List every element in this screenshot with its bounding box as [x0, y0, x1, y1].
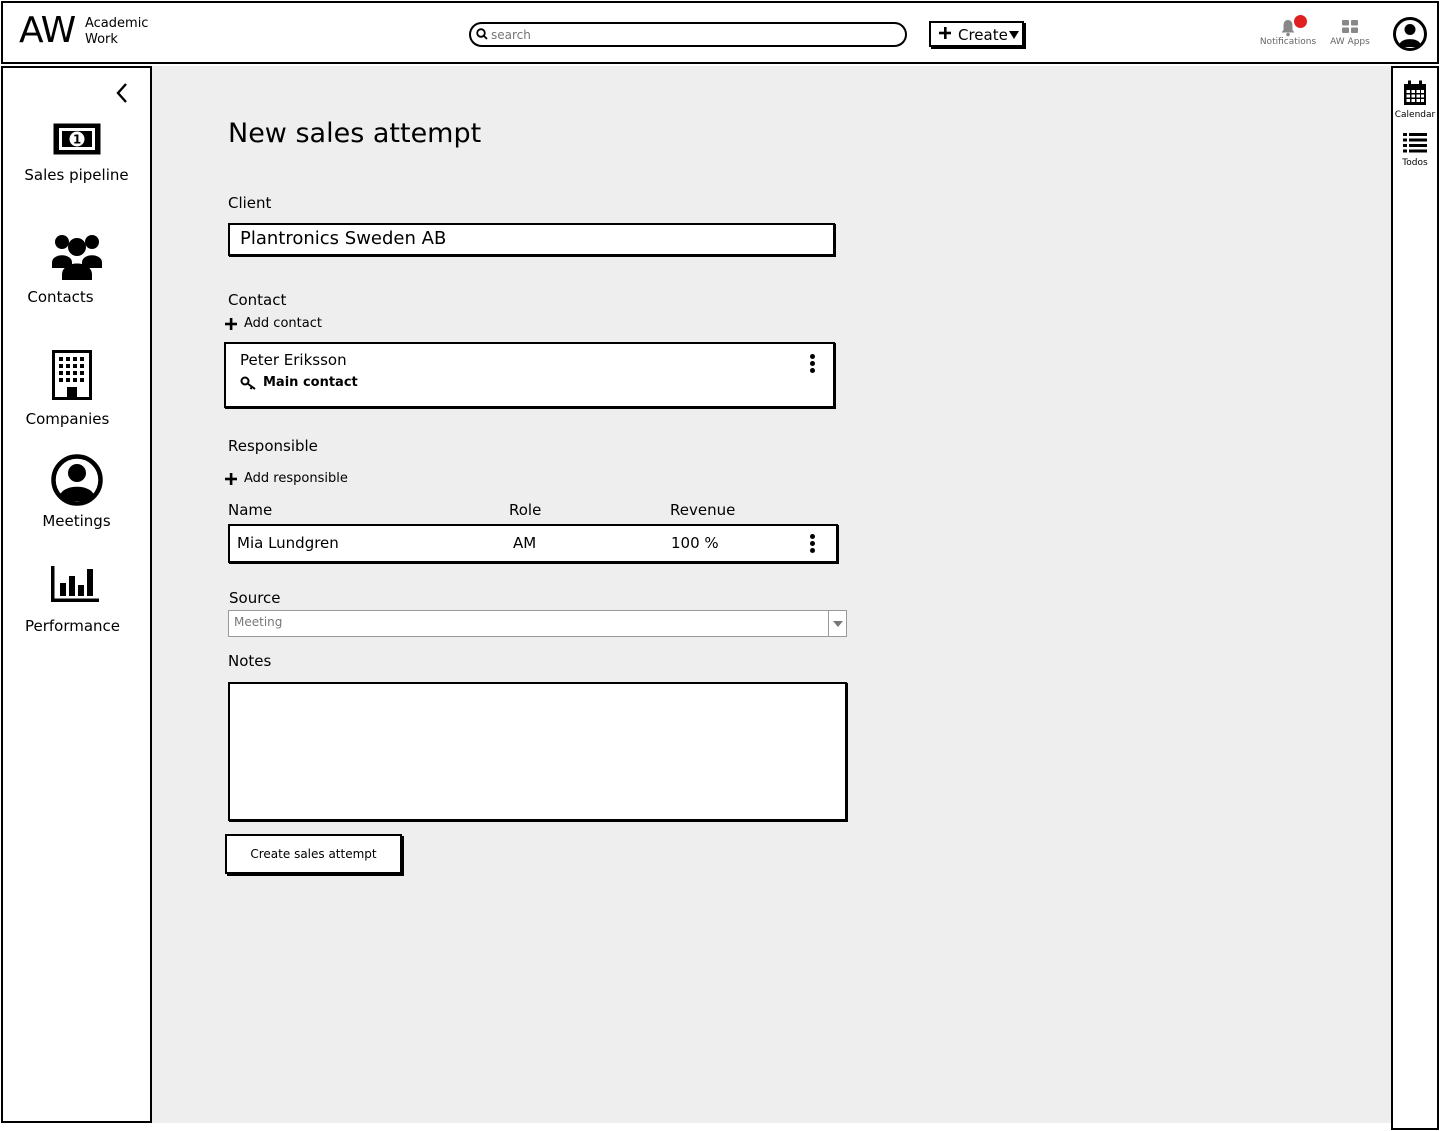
key-icon	[240, 376, 257, 390]
responsible-revenue: 100 %	[671, 534, 719, 552]
notifications-button[interactable]	[1259, 15, 1317, 55]
search-icon	[476, 28, 488, 40]
column-header-name: Name	[228, 501, 273, 519]
notifications-label: Notifications	[1259, 37, 1317, 47]
page-title: New sales attempt	[228, 118, 482, 149]
source-value: Meeting	[234, 615, 283, 629]
more-vertical-icon[interactable]	[810, 534, 816, 555]
bar-chart-icon	[49, 564, 101, 604]
right-sidebar	[1391, 66, 1439, 1130]
user-circle-icon	[51, 454, 103, 506]
create-button-label: Create	[958, 26, 1008, 44]
responsible-role: AM	[513, 534, 537, 552]
contact-role	[240, 375, 358, 390]
notes-textarea-box[interactable]	[228, 682, 847, 821]
calendar-button[interactable]	[1393, 80, 1437, 120]
calendar-icon	[1403, 80, 1427, 106]
todos-button[interactable]	[1393, 132, 1437, 168]
plus-icon	[939, 27, 951, 39]
chevron-down-icon	[833, 621, 843, 627]
column-header-role: Role	[509, 501, 542, 519]
left-sidebar	[1, 66, 152, 1123]
search-box[interactable]	[469, 22, 907, 47]
notes-textarea[interactable]	[230, 684, 845, 819]
aw-apps-button[interactable]	[1325, 15, 1375, 55]
add-responsible-link[interactable]	[225, 471, 348, 486]
logo-line-1: Academic	[85, 16, 149, 31]
source-select[interactable]	[228, 610, 847, 637]
building-icon	[52, 350, 92, 400]
contact-name: Peter Eriksson	[240, 351, 347, 369]
source-label: Source	[229, 589, 281, 607]
sidebar-item-label: Performance	[24, 617, 121, 635]
responsible-row[interactable]	[228, 524, 838, 563]
contact-role-label: Main contact	[263, 375, 358, 390]
svg-text:1: 1	[72, 132, 81, 147]
sidebar-item-label: Companies	[25, 410, 110, 428]
main-content	[152, 66, 1391, 1123]
list-icon	[1403, 132, 1427, 154]
sidebar-item-label: Meetings	[42, 512, 111, 530]
money-icon	[52, 122, 102, 156]
responsible-name: Mia Lundgren	[237, 534, 339, 552]
todos-label: Todos	[1402, 158, 1428, 168]
top-bar	[1, 1, 1439, 64]
column-header-revenue: Revenue	[670, 501, 736, 519]
chevron-left-icon[interactable]	[115, 82, 129, 104]
notes-label: Notes	[228, 652, 272, 670]
add-contact-link[interactable]	[225, 316, 322, 331]
sidebar-item-performance[interactable]	[0, 564, 146, 635]
client-value: Plantronics Sweden AB	[240, 228, 447, 249]
logo-mark[interactable]: AW	[19, 10, 76, 51]
create-button[interactable]	[929, 21, 1024, 47]
sidebar-item-sales-pipeline[interactable]	[3, 122, 150, 184]
logo-line-2: Work	[85, 32, 118, 47]
users-icon	[51, 232, 103, 282]
create-sales-attempt-button[interactable]: Create sales attempt	[225, 834, 402, 874]
plus-icon	[225, 473, 237, 485]
calendar-label: Calendar	[1394, 110, 1436, 120]
client-input[interactable]	[228, 223, 835, 256]
sidebar-item-companies[interactable]	[0, 350, 141, 428]
sidebar-item-contacts[interactable]	[0, 232, 134, 306]
user-avatar-icon[interactable]	[1393, 17, 1427, 51]
aw-apps-label: AW Apps	[1330, 37, 1370, 47]
plus-icon	[225, 318, 237, 330]
apps-grid-icon	[1342, 20, 1358, 34]
dropdown-button[interactable]	[828, 611, 846, 636]
chevron-down-icon	[1009, 31, 1019, 39]
contact-card[interactable]	[224, 342, 835, 408]
add-responsible-label: Add responsible	[244, 471, 348, 486]
contact-label: Contact	[228, 291, 287, 309]
add-contact-label: Add contact	[244, 316, 322, 331]
sidebar-item-label: Contacts	[27, 288, 94, 306]
sidebar-item-meetings[interactable]	[3, 454, 150, 530]
logo-text	[85, 16, 148, 48]
notification-dot	[1294, 15, 1307, 28]
responsible-label: Responsible	[228, 437, 318, 455]
search-input[interactable]	[491, 26, 891, 44]
more-vertical-icon[interactable]	[810, 354, 816, 375]
sidebar-item-label: Sales pipeline	[24, 166, 129, 184]
client-label: Client	[228, 194, 272, 212]
